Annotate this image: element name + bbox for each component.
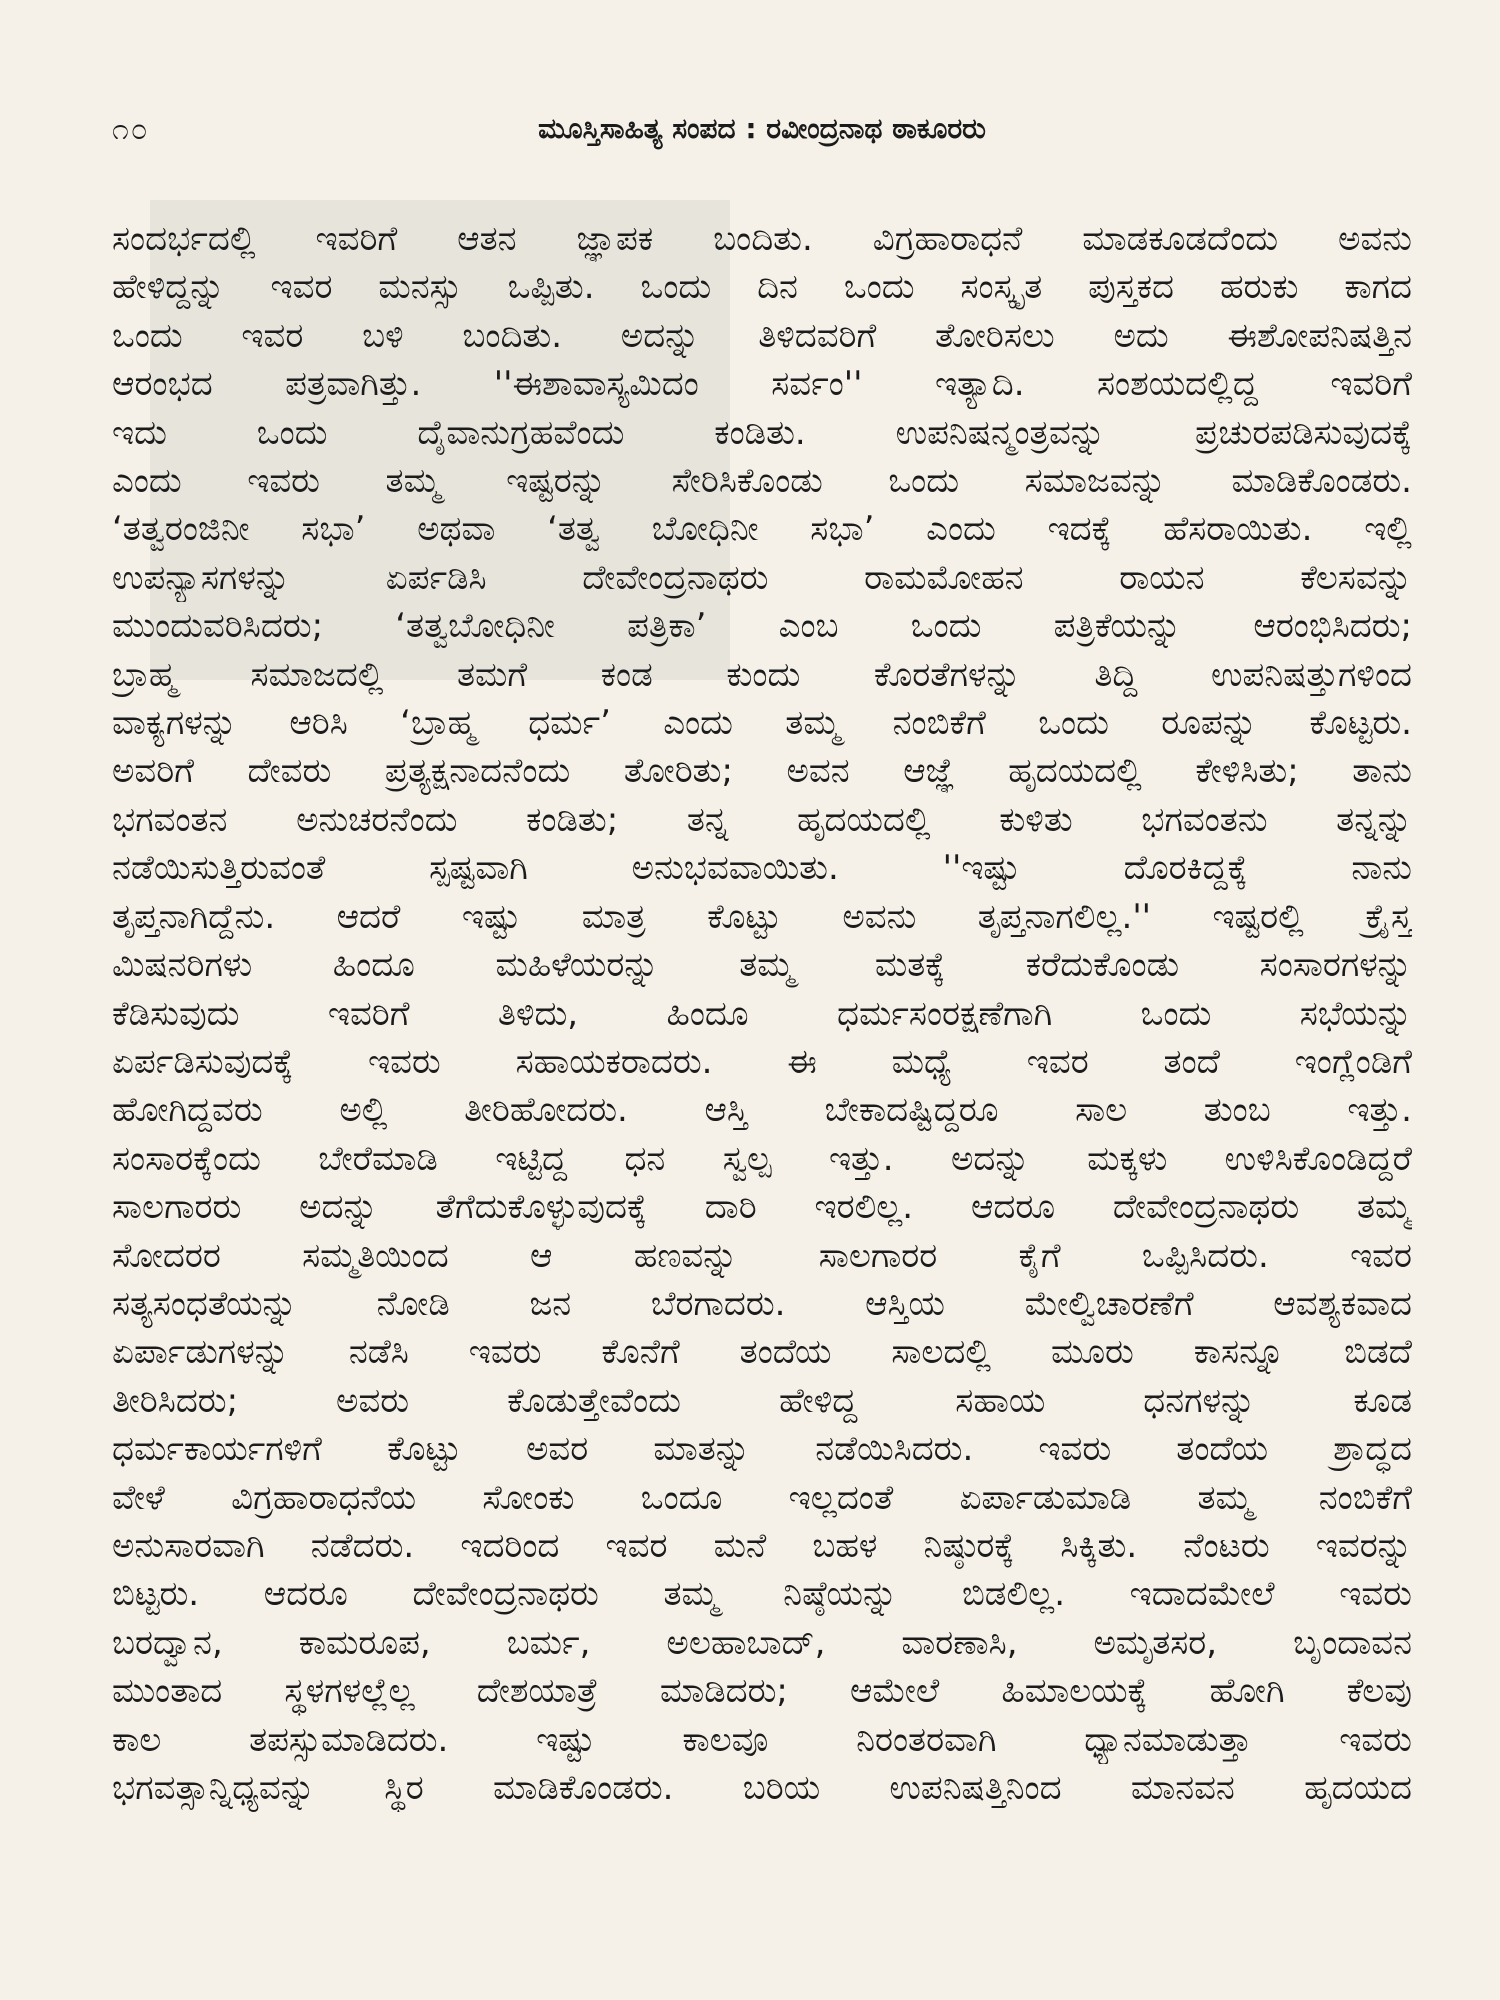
text-line: ‘ತತ್ವರಂಜಿನೀ ಸಭಾ’ ಅಥವಾ ‘ತತ್ವ ಬೋಧಿನೀ ಸಭಾ’ ಎಂದು ಇದಕ್ಕೆ ಹೆಸರಾಯಿತು. ಇಲ್ಲಿ [112,509,1412,550]
text-line: ವಾಕ್ಯಗಳನ್ನು ಆರಿಸಿ ‘ಬ್ರಾಹ್ಮ ಧರ್ಮ’ ಎಂದು ತಮ್ಮ ನಂಬಿಕೆಗೆ ಒಂದು ರೂಪನ್ನು ಕೊಟ್ಟರು. [112,703,1412,744]
text-line: ಬಿಟ್ಟರು. ಆದರೂ ದೇವೇಂದ್ರನಾಥರು ತಮ್ಮ ನಿಷ್ಠೆಯನ್ನು ಬಿಡಲಿಲ್ಲ. ಇದಾದಮೇಲೆ ಇವರು [112,1574,1412,1615]
text-line: ಅವರಿಗೆ ದೇವರು ಪ್ರತ್ಯಕ್ಷನಾದನೆಂದು ತೋರಿತು; ಅವನ ಆಜ್ಞೆ ಹೃದಯದಲ್ಲಿ ಕೇಳಿಸಿತು; ತಾನು [112,751,1412,792]
text-line: ಕೆಡಿಸುವುದು ಇವರಿಗೆ ತಿಳಿದು, ಹಿಂದೂ ಧರ್ಮಸಂರಕ್ಷಣೆಗಾಗಿ ಒಂದು ಸಭೆಯನ್ನು [112,993,1412,1034]
text-line: ಸತ್ಯಸಂಧತೆಯನ್ನು ನೋಡಿ ಜನ ಬೆರಗಾದರು. ಆಸ್ತಿಯ ಮೇಲ್ವಿಚಾರಣೆಗೆ ಆವಶ್ಯಕವಾದ [112,1283,1412,1324]
text-line: ಎಂದು ಇವರು ತಮ್ಮ ಇಷ್ಟರನ್ನು ಸೇರಿಸಿಕೊಂಡು ಒಂದು ಸಮಾಜವನ್ನು ಮಾಡಿಕೊಂಡರು. [112,461,1412,502]
text-line: ಭಗವತ್ಸಾನ್ನಿಧ್ಯವನ್ನು ಸ್ಥಿರ ಮಾಡಿಕೊಂಡರು. ಬರಿಯ ಉಪನಿಷತ್ತಿನಿಂದ ಮಾನವನ ಹೃದಯದ [112,1768,1412,1808]
text-line: ಮಿಷನರಿಗಳು ಹಿಂದೂ ಮಹಿಳೆಯರನ್ನು ತಮ್ಮ ಮತಕ್ಕೆ ಕರೆದುಕೊಂಡು ಸಂಸಾರಗಳನ್ನು [112,945,1412,986]
text-line: ಸಂದರ್ಭದಲ್ಲಿ ಇವರಿಗೆ ಆತನ ಜ್ಞಾಪಕ ಬಂದಿತು. ವಿಗ್ರಹಾರಾಧನೆ ಮಾಡಕೂಡದೆಂದು ಅವನು [112,219,1412,259]
text-line: ಭಗವಂತನ ಅನುಚರನೆಂದು ಕಂಡಿತು; ತನ್ನ ಹೃದಯದಲ್ಲಿ ಕುಳಿತು ಭಗವಂತನು ತನ್ನನ್ನು [112,799,1412,840]
text-line: ಮುಂದುವರಿಸಿದರು; ‘ತತ್ವಬೋಧಿನೀ ಪತ್ರಿಕಾ’ ಎಂಬ ಒಂದು ಪತ್ರಿಕೆಯನ್ನು ಆರಂಭಿಸಿದರು; [112,606,1412,647]
text-line: ಹೋಗಿದ್ದವರು ಅಲ್ಲಿ ತೀರಿಹೋದರು. ಆಸ್ತಿ ಬೇಕಾದಷ್ಟಿದ್ದರೂ ಸಾಲ ತುಂಬ ಇತ್ತು. [112,1090,1412,1131]
page-number: ೧೦ [112,112,150,147]
text-line: ಹೇಳಿದ್ದನ್ನು ಇವರ ಮನಸ್ಸು ಒಪ್ಪಿತು. ಒಂದು ದಿನ ಒಂದು ಸಂಸ್ಕೃತ ಪುಸ್ತಕದ ಹರುಕು ಕಾಗದ [112,267,1412,308]
text-line: ತೀರಿಸಿದರು; ಅವರು ಕೊಡುತ್ತೇವೆಂದು ಹೇಳಿದ್ದ ಸಹಾಯ ಧನಗಳನ್ನು ಕೂಡ [112,1380,1412,1421]
text-line: ಬ್ರಾಹ್ಮ ಸಮಾಜದಲ್ಲಿ ತಮಗೆ ಕಂಡ ಕುಂದು ಕೊರತೆಗಳನ್ನು ತಿದ್ದಿ ಉಪನಿಷತ್ತುಗಳಿಂದ [112,654,1412,695]
text-line: ಸೋದರರ ಸಮ್ಮತಿಯಿಂದ ಆ ಹಣವನ್ನು ಸಾಲಗಾರರ ಕೈಗೆ ಒಪ್ಪಿಸಿದರು. ಇವರ [112,1235,1412,1276]
running-title: ಮೂಸ್ತಿಸಾಹಿತ್ಯ ಸಂಪದ : ರವೀಂದ್ರನಾಥ ಠಾಕೂರರು [538,112,986,145]
text-line: ತೃಪ್ತನಾಗಿದ್ದೆನು. ಆದರೆ ಇಷ್ಟು ಮಾತ್ರ ಕೊಟ್ಟು ಅವನು ತೃಪ್ತನಾಗಲಿಲ್ಲ.'' ಇಷ್ಟರಲ್ಲಿ ಕ್ರೈಸ್ತ [112,896,1412,937]
text-line: ನಡೆಯಿಸುತ್ತಿರುವಂತೆ ಸ್ಪಷ್ಟವಾಗಿ ಅನುಭವವಾಯಿತು. ''ಇಷ್ಟು ದೊರಕಿದ್ದಕ್ಕೆ ನಾನು [112,848,1412,889]
text-line: ಅನುಸಾರವಾಗಿ ನಡೆದರು. ಇದರಿಂದ ಇವರ ಮನೆ ಬಹಳ ನಿಷ್ಠುರಕ್ಕೆ ಸಿಕ್ಕಿತು. ನೆಂಟರು ಇವರನ್ನು [112,1525,1412,1566]
body-text [112,215,1412,1812]
text-line: ಸಂಸಾರಕ್ಕೆಂದು ಬೇರೆಮಾಡಿ ಇಟ್ಟಿದ್ದ ಧನ ಸ್ವಲ್ಪ ಇತ್ತು. ಅದನ್ನು ಮಕ್ಕಳು ಉಳಿಸಿಕೊಂಡಿದ್ದರೆ [112,1138,1412,1179]
text-line: ಆರಂಭದ ಪತ್ರವಾಗಿತ್ತು. ''ಈಶಾವಾಸ್ಯಮಿದಂ ಸರ್ವಂ'' ಇತ್ಯಾದಿ. ಸಂಶಯದಲ್ಲಿದ್ದ ಇವರಿಗೆ [112,364,1412,405]
text-line: ಕಾಲ ತಪಸ್ಸುಮಾಡಿದರು. ಇಷ್ಟು ಕಾಲವೂ ನಿರಂತರವಾಗಿ ಧ್ಯಾನಮಾಡುತ್ತಾ ಇವರು [112,1719,1412,1760]
text-line: ವೇಳೆ ವಿಗ್ರಹಾರಾಧನೆಯ ಸೋಂಕು ಒಂದೂ ಇಲ್ಲದಂತೆ ಏರ್ಪಾಡುಮಾಡಿ ತಮ್ಮ ನಂಬಿಕೆಗೆ [112,1477,1412,1518]
text-line: ಉಪನ್ಯಾಸಗಳನ್ನು ಏರ್ಪಡಿಸಿ ದೇವೇಂದ್ರನಾಥರು ರಾಮಮೋಹನ ರಾಯನ ಕೆಲಸವನ್ನು [112,557,1412,598]
page-header [112,112,1412,162]
text-line: ಏರ್ಪಾಡುಗಳನ್ನು ನಡೆಸಿ ಇವರು ಕೊನೆಗೆ ತಂದೆಯ ಸಾಲದಲ್ಲಿ ಮೂರು ಕಾಸನ್ನೂ ಬಿಡದೆ [112,1332,1412,1373]
text-line: ಬರದ್ವಾನ, ಕಾಮರೂಪ, ಬರ್ಮ, ಅಲಹಾಬಾದ್, ವಾರಣಾಸಿ, ಅಮೃತಸರ, ಬೃಂದಾವನ [112,1622,1412,1663]
text-line: ಸಾಲಗಾರರು ಅದನ್ನು ತೆಗೆದುಕೊಳ್ಳುವುದಕ್ಕೆ ದಾರಿ ಇರಲಿಲ್ಲ. ಆದರೂ ದೇವೇಂದ್ರನಾಥರು ತಮ್ಮ [112,1187,1412,1228]
text-line: ಏರ್ಪಡಿಸುವುದಕ್ಕೆ ಇವರು ಸಹಾಯಕರಾದರು. ಈ ಮಧ್ಯೆ ಇವರ ತಂದೆ ಇಂಗ್ಲೆಂಡಿಗೆ [112,1041,1412,1082]
text-line: ಒಂದು ಇವರ ಬಳಿ ಬಂದಿತು. ಅದನ್ನು ತಿಳಿದವರಿಗೆ ತೋರಿಸಲು ಅದು ಈಶೋಪನಿಷತ್ತಿನ [112,315,1412,356]
text-line: ಮುಂತಾದ ಸ್ಥಳಗಳಲ್ಲೆಲ್ಲ ದೇಶಯಾತ್ರೆ ಮಾಡಿದರು; ಆಮೇಲೆ ಹಿಮಾಲಯಕ್ಕೆ ಹೋಗಿ ಕೆಲವು [112,1671,1412,1712]
text-line: ಧರ್ಮಕಾರ್ಯಗಳಿಗೆ ಕೊಟ್ಟು ಅವರ ಮಾತನ್ನು ನಡೆಯಿಸಿದರು. ಇವರು ತಂದೆಯ ಶ್ರಾದ್ಧದ [112,1429,1412,1470]
text-line: ಇದು ಒಂದು ದೈವಾನುಗ್ರಹವೆಂದು ಕಂಡಿತು. ಉಪನಿಷನ್ಮಂತ್ರವನ್ನು ಪ್ರಚುರಪಡಿಸುವುದಕ್ಕೆ [112,412,1412,453]
